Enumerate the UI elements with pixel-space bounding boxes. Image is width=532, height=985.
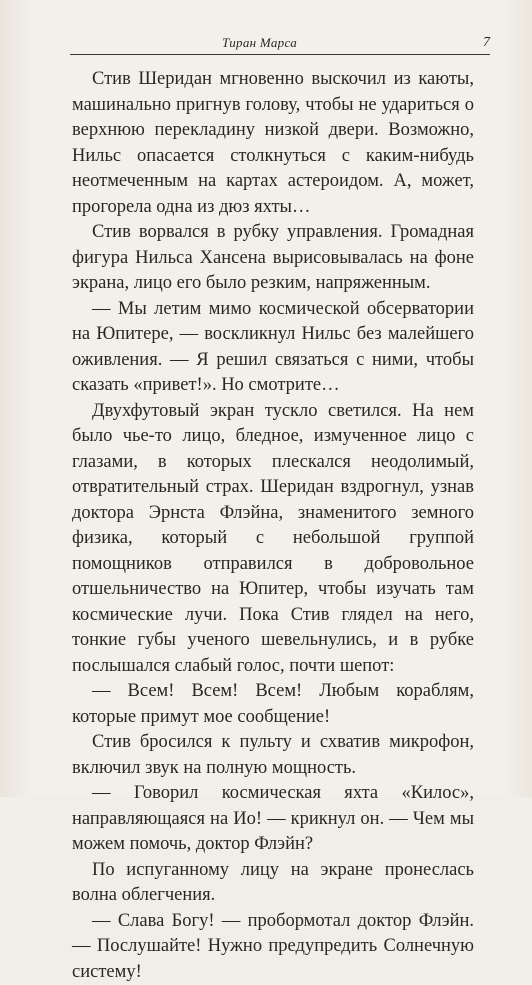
paragraph: Стив бросился к пульту и схватив микрофон, включил звук на полную мощность. xyxy=(72,730,474,781)
paragraph: — Всем! Всем! Всем! Любым кораблям, которые примут мое сообщение! xyxy=(72,679,474,730)
page-number: 7 xyxy=(483,34,490,52)
paragraph: Двухфутовый экран тускло светился. На нем было чье-то лицо, бледное, измученное лицо с глазами, в которых плескался неодолимый, отвратительный страх. Шеридан вздрогнул, узнав доктора Эрнста Флэйна, знаменитого земного физика, который с небольшой группой помощников отправился в добровольное отшельничество на Юпитер, чтобы изучать там космические лучи. Пока Стив глядел на него, тонкие губы ученого шевельнулись, и в рубке послышался слабый голос, почти шепот: xyxy=(72,399,474,680)
running-header xyxy=(70,34,490,52)
paragraph: По испуганному лицу на экране пронеслась волна облегчения. xyxy=(72,858,474,909)
paragraph: Стив Шеридан мгновенно выскочил из каюты, машинально пригнув голову, чтобы не удариться о верхнюю перекладину низкой двери. Возможно, Нильс опасается столкнуться с каким-нибудь неотмеченным на картах астероидом. А, может, прогорела одна из дюз яхты… xyxy=(72,67,474,220)
paragraph: Стив ворвался в рубку управления. Громадная фигура Нильса Хансена вырисовывалась на фоне экрана, лицо его было резким, напряженным. xyxy=(72,220,474,297)
body-text xyxy=(72,67,474,985)
paragraph: — Слава Богу! — пробормотал доктор Флэйн. — Послушайте! Нужно предупредить Солнечную систему! xyxy=(72,909,474,985)
book-title: Тиран Марса xyxy=(222,34,297,52)
paragraph: — Мы летим мимо космической обсерватории на Юпитере, — воскликнул Нильс без малейшего оживления. — Я решил связаться с ними, чтобы сказать «привет!». Но смотрите… xyxy=(72,297,474,399)
paragraph: — Говорил космическая яхта «Килос», направляющаяся на Ио! — крикнул он. — Чем мы можем помочь, доктор Флэйн? xyxy=(72,781,474,858)
header-rule xyxy=(70,54,490,55)
